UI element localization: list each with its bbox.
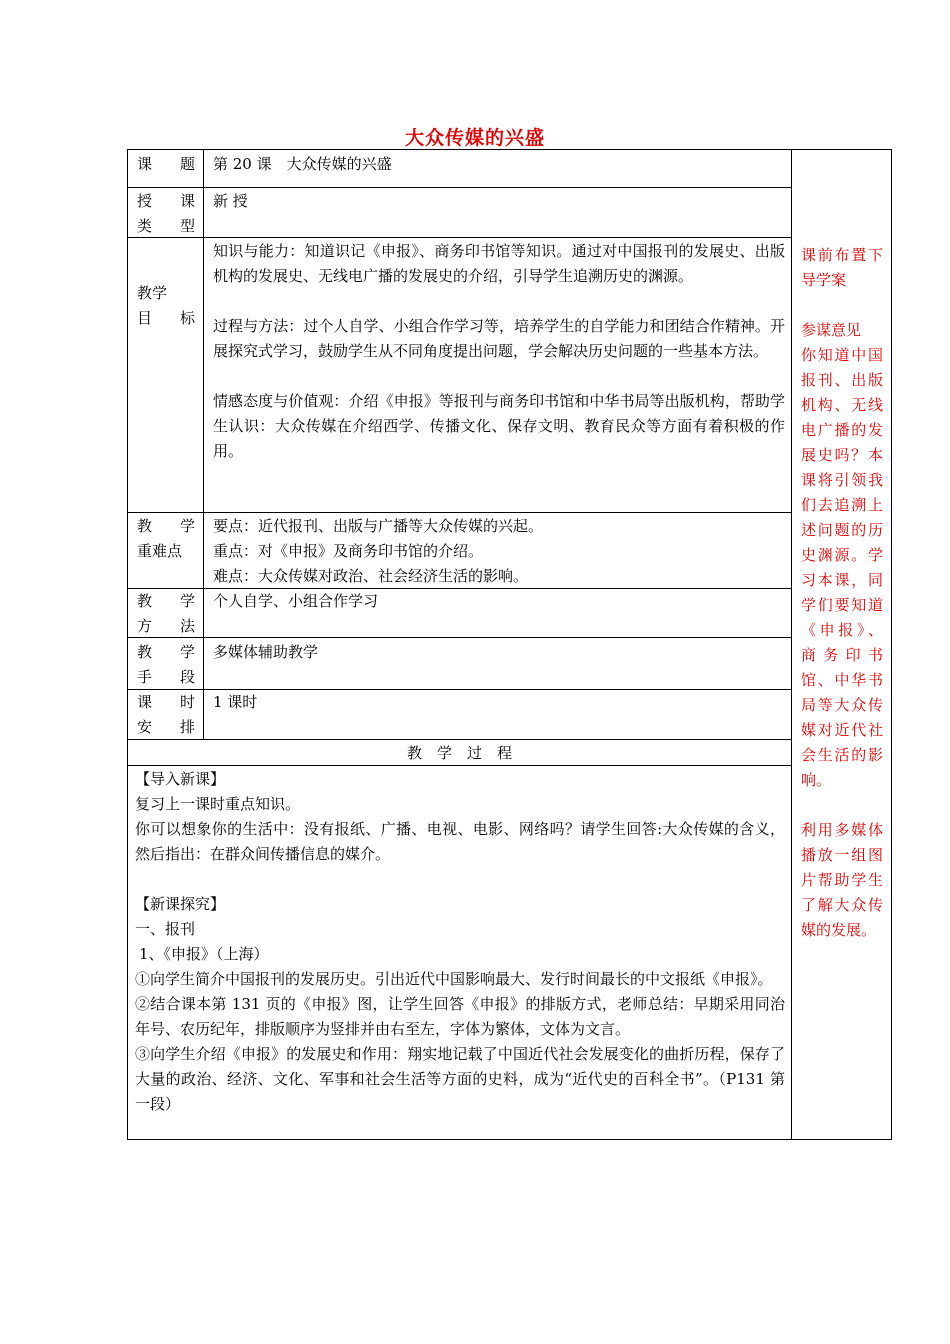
- process-heading: 教 学 过 程: [406, 744, 512, 762]
- label-char: 课: [179, 192, 195, 210]
- means-label: [137, 640, 195, 690]
- label-char: 学: [179, 643, 195, 661]
- row-divider: [127, 512, 792, 513]
- label-char: 类: [137, 217, 153, 235]
- keypoint-focus: 重点：对《申报》及商务印书馆的介绍。: [213, 542, 484, 560]
- keypoints-label: [137, 514, 195, 564]
- new-lesson-heading: 【新课探究】: [135, 895, 226, 913]
- intro-heading: 【导入新课】: [135, 770, 226, 788]
- type-label: [137, 189, 195, 239]
- label-char: 教: [137, 592, 153, 610]
- side-note-advice-title: 参谋意见: [801, 321, 862, 339]
- schedule-label: [137, 690, 195, 740]
- label-char: 方: [137, 617, 153, 635]
- row-divider: [127, 739, 792, 740]
- side-note-prep: 课前布置下导学案: [801, 246, 883, 289]
- intro-line: 你可以想象你的生活中：没有报纸、广播、电视、电影、网络吗？请学生回答:大众传媒的含义，然后指出：在群众间传播信息的媒介。: [135, 820, 785, 863]
- goal-knowledge: 知识与能力：知道识记《申报》、商务印书馆等知识。通过对中国报刊的发展史、出版机构的发展史、无线电广播的发展史的介绍，引导学生追溯历史的渊源。: [213, 242, 785, 285]
- row-divider: [127, 637, 792, 638]
- process-item: ①向学生简介中国报刊的发展历史。引出近代中国影响最大、发行时间最长的中文报纸《申报》。: [135, 970, 773, 988]
- label-char: 课: [137, 155, 153, 173]
- label-char: 安: [137, 718, 153, 736]
- type-value: 新 授: [213, 192, 248, 210]
- label-char: 时: [179, 693, 195, 711]
- process-body: [135, 767, 785, 1117]
- label-char: 手: [137, 668, 153, 686]
- method-value: 个人自学、小组合作学习: [213, 592, 379, 610]
- label-text: 重难点: [137, 542, 183, 560]
- row-divider: [127, 237, 792, 238]
- means-value: 多媒体辅助教学: [213, 643, 319, 661]
- label-char: 段: [179, 668, 195, 686]
- goal-process: 过程与方法：过个人自学、小组合作学习等，培养学生的自学能力和团结合作精神。开展探究式学习，鼓励学生从不同角度提出问题，学会解决历史问题的一些基本方法。: [213, 317, 785, 360]
- label-char: 排: [179, 718, 195, 736]
- row-divider: [127, 187, 792, 188]
- label-char: 授: [137, 192, 153, 210]
- goals-label: [137, 281, 195, 331]
- label-char: 教: [137, 517, 153, 535]
- topic-value: 第 20 课 大众传媒的兴盛: [213, 155, 392, 173]
- label-char: 型: [179, 217, 195, 235]
- topic-label: [137, 152, 195, 177]
- process-item: ③向学生介绍《申报》的发展史和作用：翔实地记载了中国近代社会发展变化的曲折历程，保存了大量的政治、经济、文化、军事和社会生活等方面的史料，成为“近代史的百科全书”。（P131 第一段）: [135, 1045, 785, 1113]
- label-char: 教: [137, 643, 153, 661]
- label-char: 学: [179, 517, 195, 535]
- intro-line: 复习上一课时重点知识。: [135, 795, 301, 813]
- goals-content: [213, 239, 785, 464]
- schedule-value: 1 课时: [213, 693, 258, 711]
- keypoint-main: 要点：近代报刊、出版与广播等大众传媒的兴起。: [213, 517, 544, 535]
- side-notes: [801, 243, 883, 943]
- label-char: 学: [179, 592, 195, 610]
- page-title: 大众传媒的兴盛: [404, 127, 545, 149]
- side-note-multimedia: 利用多媒体播放一组图片帮助学生了解大众传媒的发展。: [801, 821, 883, 939]
- method-label: [137, 589, 195, 639]
- goal-attitude: 情感态度与价值观：介绍《申报》等报刊与商务印书馆和中华书局等出版机构，帮助学生认识：大众传媒在介绍西学、传播文化、保存文明、教育民众等方面有着积极的作用。: [213, 392, 785, 460]
- side-note-advice: 你知道中国报刊、出版机构、无线电广播的发展史吗？本课将引领我们去追溯上述问题的历史渊源。学习本课，同学们要知道《申报》、商务印书馆、中华书局等大众传媒对近代社会生活的影响。: [801, 346, 883, 789]
- keypoints-content: [213, 514, 785, 589]
- label-text: 教学: [137, 284, 168, 302]
- label-char: 课: [137, 693, 153, 711]
- label-char: 标: [179, 309, 195, 327]
- label-char: 题: [179, 155, 195, 173]
- process-item: ②结合课本第 131 页的《申报》图，让学生回答《申报》的排版方式，老师总结：早期采用同治年号、农历纪年，排版顺序为竖排并由右至左，字体为繁体，文体为文言。: [135, 995, 785, 1038]
- keypoint-difficulty: 难点：大众传媒对政治、社会经济生活的影响。: [213, 567, 529, 585]
- label-char: 法: [179, 617, 195, 635]
- side-column-divider: [791, 149, 792, 1140]
- section-title: 一、报刊: [135, 920, 196, 938]
- label-char: 目: [137, 309, 153, 327]
- subsection-title: 1、《申报》（上海）: [139, 945, 269, 963]
